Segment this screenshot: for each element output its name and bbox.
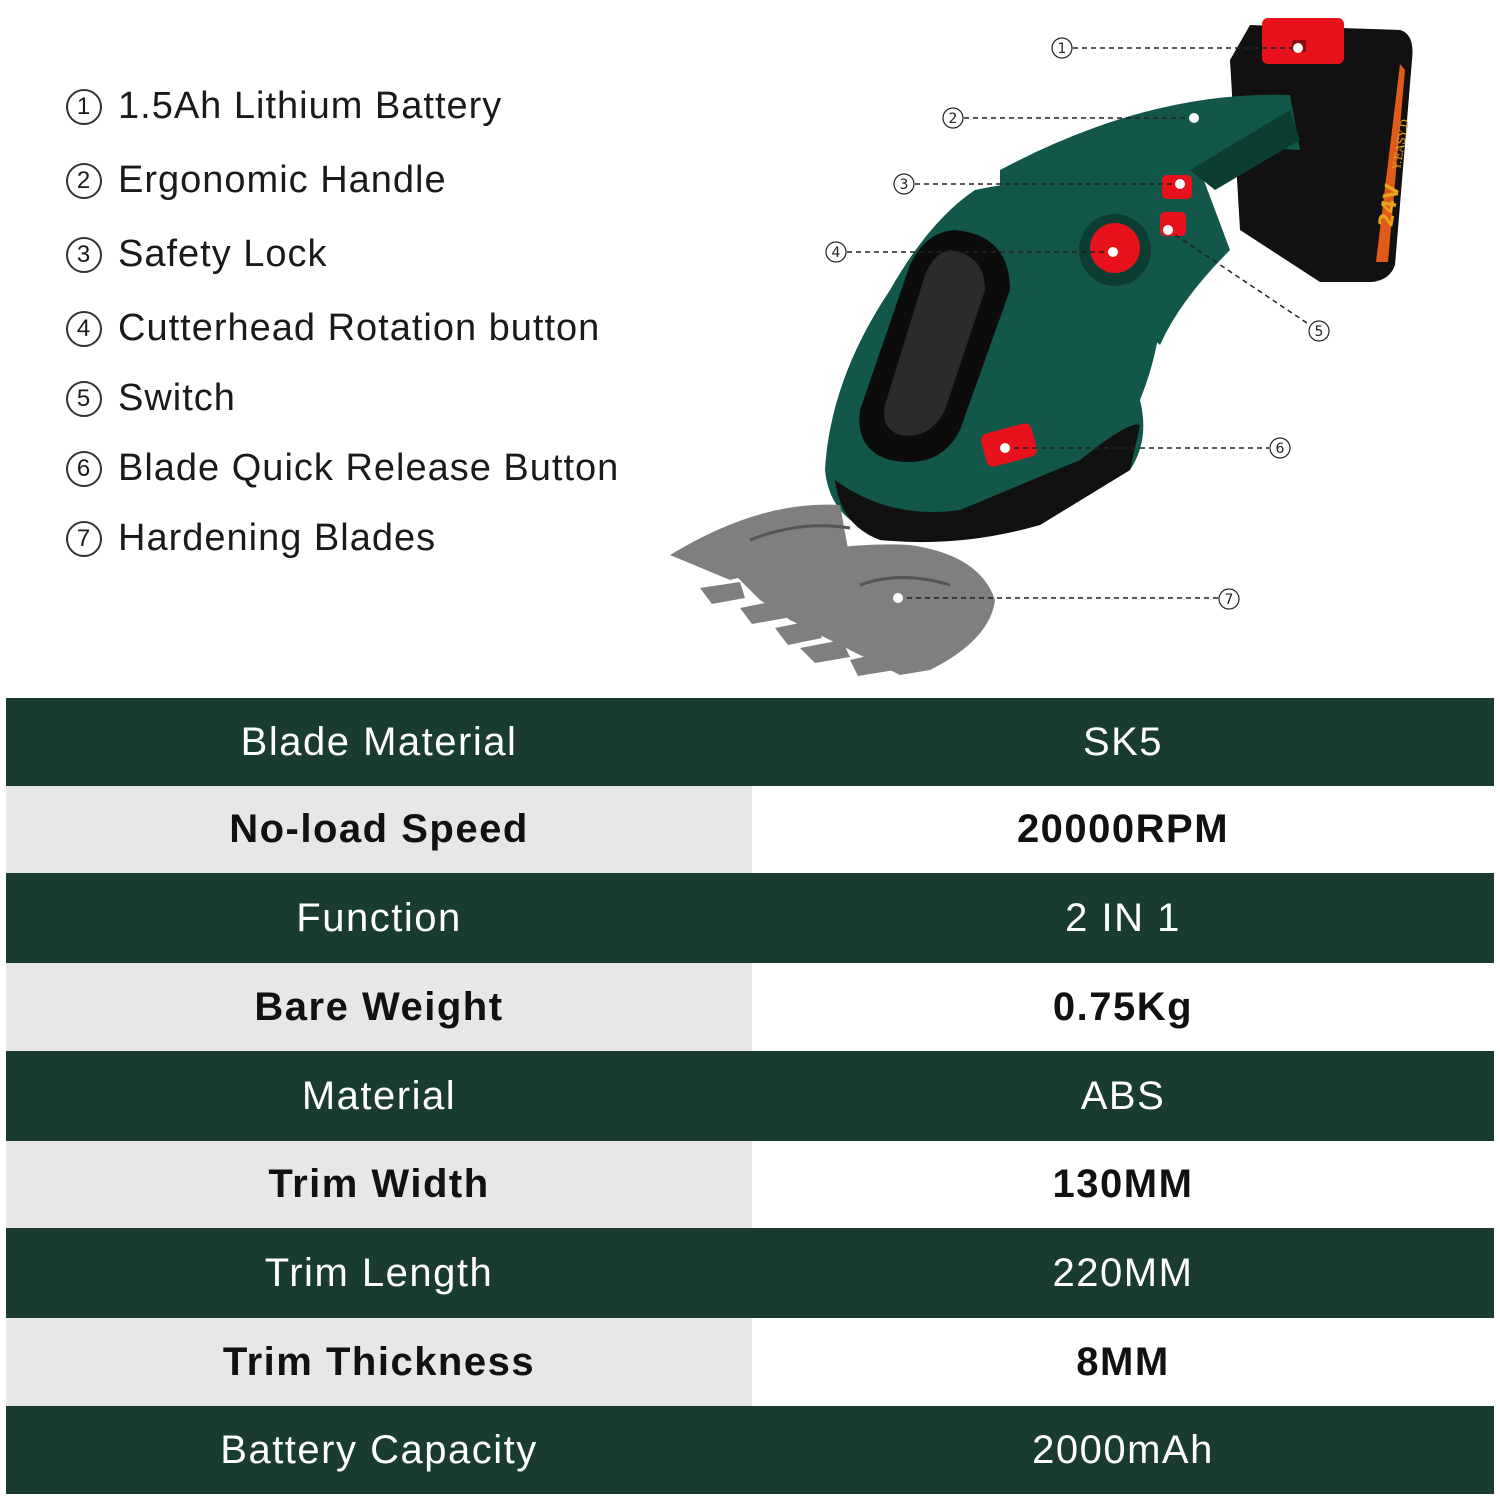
battery-voltage-label: 24V [1373,182,1405,229]
spec-row [6,1051,1494,1141]
feature-item [66,85,502,128]
spec-value: 2 IN 1 [1065,895,1181,940]
spec-row [6,786,1494,873]
feature-number: 1 [66,89,102,125]
feature-number: 7 [66,521,102,557]
spec-value: ABS [1080,1073,1166,1118]
spec-row [6,1318,1494,1406]
spec-value: 8MM [752,1318,1494,1406]
feature-number: 6 [66,451,102,487]
spec-row [6,873,1494,963]
spec-table [6,698,1494,1494]
feature-label: Hardening Blades [118,517,437,559]
feature-item [66,307,600,350]
spec-label: Blade Material [240,719,518,764]
callout-number: 3 [899,177,909,193]
feature-number: 4 [66,311,102,347]
feature-label: Switch [118,377,236,419]
spec-row [6,1406,1494,1494]
callout-number: 2 [948,111,958,127]
feature-label: Cutterhead Rotation button [118,307,601,349]
spec-value: SK5 [1082,719,1164,764]
feature-label: Blade Quick Release Button [118,447,620,489]
spec-label: Trim Length [264,1250,494,1295]
hedge-trimmer-illustration [660,0,1500,690]
product-image [660,0,1500,690]
spec-label: Function [296,895,462,940]
callout-number: 5 [1314,324,1324,340]
spec-label: Trim Thickness [6,1318,752,1406]
callout-number: 1 [1057,41,1067,57]
spec-row [6,1228,1494,1318]
spec-label: Battery Capacity [220,1427,538,1472]
spec-label: Trim Width [6,1141,752,1228]
battery-brand-label: Y.EASY.D [1390,118,1412,171]
feature-label: 1.5Ah Lithium Battery [118,85,503,127]
spec-row [6,963,1494,1051]
feature-item [66,377,236,420]
callout-number: 4 [831,245,841,261]
spec-value: 2000mAh [1032,1427,1214,1472]
spec-row [6,698,1494,786]
feature-label: Safety Lock [118,233,328,275]
feature-number: 3 [66,237,102,273]
feature-label: Ergonomic Handle [118,159,447,201]
feature-item [66,233,328,276]
spec-label: Bare Weight [6,963,752,1051]
feature-number: 2 [66,163,102,199]
spec-value: 220MM [1052,1250,1194,1295]
spec-value: 20000RPM [752,786,1494,873]
spec-label: No-load Speed [6,786,752,873]
spec-value: 0.75Kg [752,963,1494,1051]
feature-number: 5 [66,381,102,417]
callout-number: 7 [1224,592,1234,608]
spec-label: Material [301,1073,457,1118]
spec-value: 130MM [752,1141,1494,1228]
feature-item [66,517,436,560]
feature-item [66,447,619,490]
feature-item [66,159,447,202]
callout-number: 6 [1275,441,1285,457]
spec-row [6,1141,1494,1228]
